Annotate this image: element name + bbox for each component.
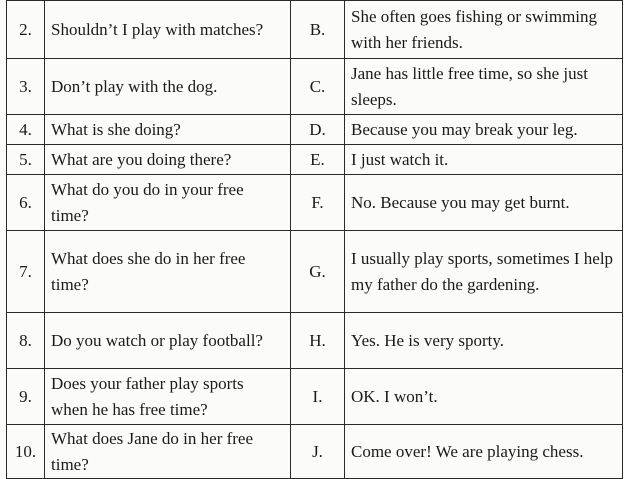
question-text: What do you do in your free time?: [45, 175, 291, 231]
answer-letter: E.: [291, 145, 345, 175]
table-row: [7, 369, 623, 425]
question-number: 2.: [7, 1, 45, 59]
answer-letter: D.: [291, 115, 345, 145]
question-number: 3.: [7, 59, 45, 115]
table-row: [7, 313, 623, 369]
answer-text: Jane has little free time, so she just sleeps.: [345, 59, 623, 115]
table-row: [7, 425, 623, 479]
answer-letter: H.: [291, 313, 345, 369]
answer-text: Because you may break your leg.: [345, 115, 623, 145]
question-text: What does she do in her free time?: [45, 231, 291, 313]
question-text: Shouldn’t I play with matches?: [45, 1, 291, 59]
question-text: What is she doing?: [45, 115, 291, 145]
table-row: [7, 115, 623, 145]
question-text: What are you doing there?: [45, 145, 291, 175]
table-row: [7, 145, 623, 175]
answer-letter: J.: [291, 425, 345, 479]
answer-letter: I.: [291, 369, 345, 425]
answer-text: I just watch it.: [345, 145, 623, 175]
question-number: 4.: [7, 115, 45, 145]
question-number: 7.: [7, 231, 45, 313]
answer-text: I usually play sports, sometimes I help my father do the gardening.: [345, 231, 623, 313]
answer-text: Yes. He is very sporty.: [345, 313, 623, 369]
answer-letter: B.: [291, 1, 345, 59]
question-number: 10.: [7, 425, 45, 479]
table-row: [7, 59, 623, 115]
answer-letter: F.: [291, 175, 345, 231]
table-row: [7, 231, 623, 313]
question-number: 9.: [7, 369, 45, 425]
question-text: Does your father play sports when he has free time?: [45, 369, 291, 425]
matching-table: [6, 0, 623, 479]
question-text: What does Jane do in her free time?: [45, 425, 291, 479]
answer-text: OK. I won’t.: [345, 369, 623, 425]
table-row: [7, 175, 623, 231]
question-number: 6.: [7, 175, 45, 231]
answer-letter: G.: [291, 231, 345, 313]
question-number: 8.: [7, 313, 45, 369]
question-text: Do you watch or play football?: [45, 313, 291, 369]
question-text: Don’t play with the dog.: [45, 59, 291, 115]
answer-text: No. Because you may get burnt.: [345, 175, 623, 231]
question-number: 5.: [7, 145, 45, 175]
table-row: [7, 1, 623, 59]
answer-letter: C.: [291, 59, 345, 115]
answer-text: Come over! We are playing chess.: [345, 425, 623, 479]
answer-text: She often goes fishing or swimming with her friends.: [345, 1, 623, 59]
